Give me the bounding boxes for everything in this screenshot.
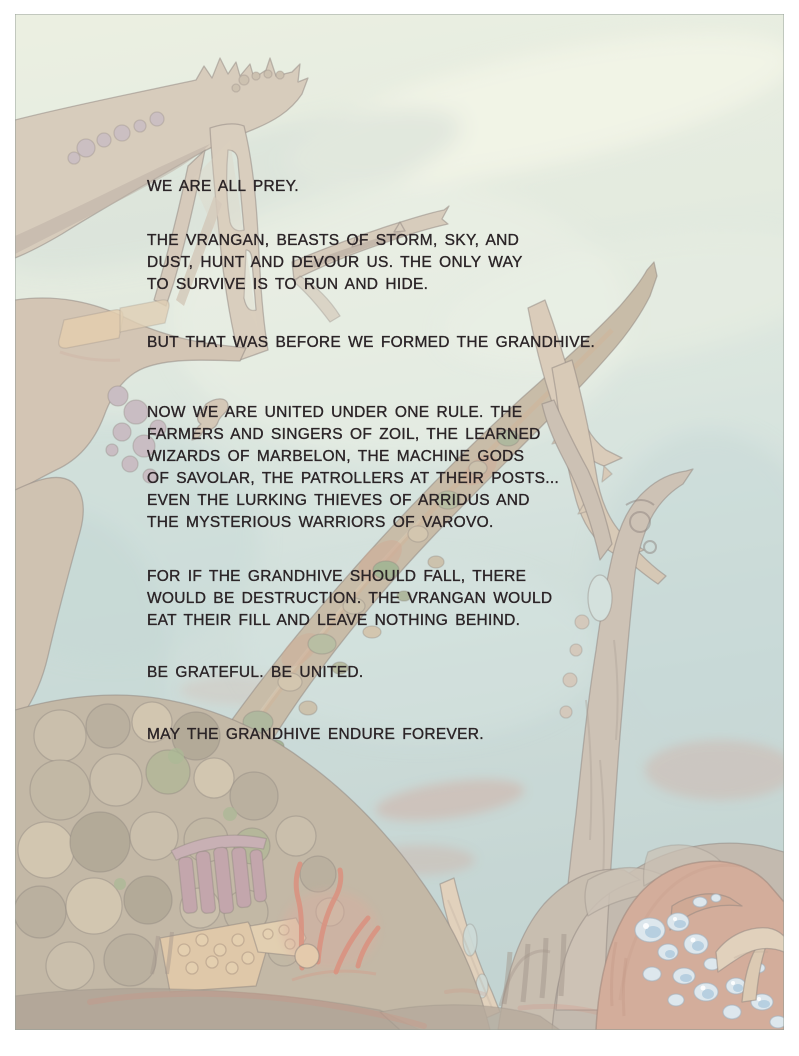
narration-line: EVEN THE LURKING THIEVES OF ARRIDUS AND (147, 492, 530, 509)
narration-line: TO SURVIVE IS TO RUN AND HIDE. (147, 276, 429, 293)
narration-paragraph-4 (147, 402, 559, 534)
narration-line: THE VRANGAN, BEASTS OF STORM, SKY, AND (147, 232, 520, 249)
narration-paragraph-2 (147, 230, 523, 296)
narration-paragraph-7 (147, 724, 484, 746)
narration-line: DUST, HUNT AND DEVOUR US. THE ONLY WAY (147, 254, 523, 271)
narration-paragraph-6 (147, 662, 364, 684)
narration-line: BUT THAT WAS BEFORE WE FORMED THE GRANDHIVE. (147, 334, 596, 351)
narration-line: OF SAVOLAR, THE PATROLLERS AT THEIR POSTS... (147, 470, 560, 487)
narration-line: NOW WE ARE UNITED UNDER ONE RULE. THE (147, 404, 523, 421)
narration-paragraph-3 (147, 332, 595, 354)
narration-line: FARMERS AND SINGERS OF ZOIL, THE LEARNED (147, 426, 541, 443)
narration-line: FOR IF THE GRANDHIVE SHOULD FALL, THERE (147, 568, 527, 585)
narration-line: BE GRATEFUL. BE UNITED. (147, 664, 364, 681)
narration-line: WE ARE ALL PREY. (147, 178, 299, 195)
narration-line: EAT THEIR FILL AND LEAVE NOTHING BEHIND. (147, 612, 521, 629)
narration-line: WOULD BE DESTRUCTION. THE VRANGAN WOULD (147, 590, 553, 607)
narration-paragraph-5 (147, 566, 552, 632)
narration-paragraph-1 (147, 176, 299, 198)
narration-line: THE MYSTERIOUS WARRIORS OF VAROVO. (147, 514, 494, 531)
narration-line: WIZARDS OF MARBELON, THE MACHINE GODS (147, 448, 525, 465)
narration-line: MAY THE GRANDHIVE ENDURE FOREVER. (147, 726, 484, 743)
